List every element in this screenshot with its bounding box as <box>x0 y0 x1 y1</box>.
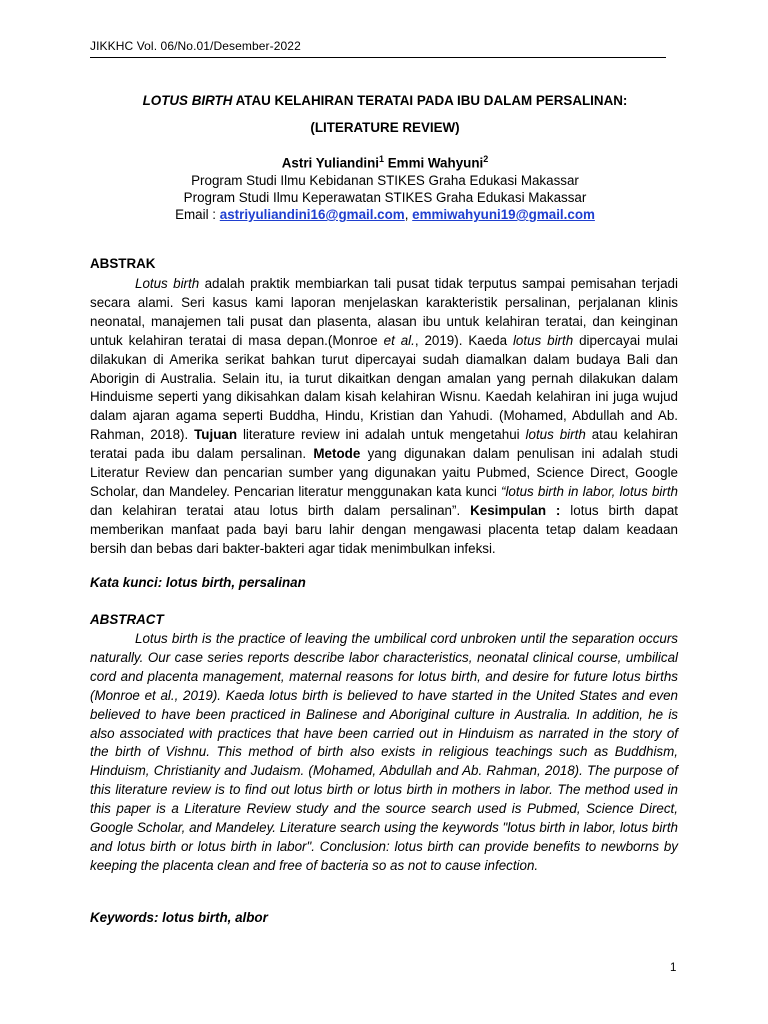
abstrak-etal: et al. <box>383 332 415 348</box>
keywords: Keywords: lotus birth, albor <box>90 910 268 925</box>
abstract-heading: ABSTRACT <box>90 612 164 627</box>
author-2: Emmi Wahyuni <box>384 155 484 171</box>
abstrak-heading: ABSTRAK <box>90 256 156 271</box>
abstrak-text-7: dan kelahiran teratai atau lotus birth dalam persalinan”. <box>90 502 471 518</box>
abstrak-metode: Metode <box>313 446 361 462</box>
abstrak-tujuan: Tujuan <box>194 427 238 443</box>
abstrak-text-8: lotus birth dapat memberikan manfaat pada bayi baru lahir dengan mengawasi placenta tetap dalam keadaan bersih dan bebas dari bakter-bakteri agar tidak menimbulkan infeksi. <box>90 502 678 556</box>
abstrak-text-6: yang digunakan dalam penulisan ini adalah studi Literatur Review dan pencarian sumber yang digunakan yaitu Pubmed, Science Direct, Google Scholar, dan Mandeley. Pencarian literatur menggunakan kata kunci <box>90 446 678 499</box>
abstrak-keyword-quote: “lotus birth in labor, lotus birth <box>501 483 678 499</box>
page-number: 1 <box>670 962 677 974</box>
email-separator: , <box>404 207 413 222</box>
abstrak-lotus-3: lotus birth <box>525 427 586 443</box>
abstrak-lotus-2: lotus birth <box>512 332 574 348</box>
kata-kunci: Kata kunci: lotus birth, persalinan <box>90 575 306 590</box>
author-2-sup: 2 <box>483 154 489 164</box>
email-label: Email : <box>175 207 220 222</box>
abstrak-lotus-1: Lotus birth <box>135 276 200 291</box>
email-link-2[interactable]: emmiwahyuni19@gmail.com <box>412 207 595 222</box>
abstrak-text-3: dipercayai mulai dilakukan di Amerika serikat bahkan turut dipercayai sudah diamalkan dalam budaya Bali dan Aborigin di Australia. Selain itu, ia turut dikaitkan dengan amalan yang pernah dilakukan dalam Hinduisme seperti yang dikisahkan dalam kisah kelahiran Wisnu. Kaedah kelahiran ini juga wujud dalam ajaran agama seperti Buddha, Hindu, Kristian dan Yahudi. (Mohamed, Abdullah and Ab. Rahman, 2018). <box>90 332 679 443</box>
abstrak-paragraph <box>90 275 678 559</box>
abstrak-text-4: literature review ini adalah untuk mengetahui <box>237 427 526 443</box>
email-line <box>90 207 680 222</box>
abstrak-kesimpulan: Kesimpulan : <box>470 502 561 518</box>
author-1: Astri Yuliandini <box>281 155 379 171</box>
abstrak-text-5: atau kelahiran teratai pada ibu dalam persalinan. <box>90 427 678 462</box>
affiliation-1: Program Studi Ilmu Kebidanan STIKES Graha Edukasi Makassar <box>191 173 579 188</box>
abstract-paragraph: Lotus birth is the practice of leaving the umbilical cord unbroken until the separation occurs naturally. Our case series reports describe labor characteristics, neonatal clinical course, umbilical cord and placenta management, maternal reasons for lotus birth, and desire for future lotus births (Monroe et al., 2019). Kaeda lotus birth is believed to have started in the United States and even believed to have been practiced in Balinese and Aboriginal culture in Australia. In addition, he is also associated with practices that have been carried out in Hinduism as narrated in the story of the birth of Vishnu. This method of birth also exists in religious teachings such as Buddhism, Hinduism, Christianity and Judaism. (Mohamed, Abdullah and Ab. Rahman, 2018). The purpose of this literature review is to find out lotus birth or lotus birth in mothers in labor. The method used in this paper is a Literature Review study and the source search used is Pubmed, Science Direct, Google Scholar, and Mandeley. Literature search using the keywords "lotus birth in labor, lotus birth and lotus birth or lotus birth in labor". Conclusion: lotus birth can provide benefits to newborns by keeping the placenta clean and free of bacteria so as not to cause infection. <box>90 631 678 873</box>
title-italic: LOTUS BIRTH <box>142 93 233 108</box>
author-1-sup: 1 <box>379 154 385 164</box>
abstrak-text-2: , 2019). Kaeda <box>414 332 513 348</box>
paper-title <box>90 93 680 108</box>
journal-header: JIKKHC Vol. 06/No.01/Desember-2022 <box>90 39 301 53</box>
authors <box>90 154 680 170</box>
header-rule <box>90 57 666 58</box>
affiliation-2: Program Studi Ilmu Keperawatan STIKES Graha Edukasi Makassar <box>183 190 587 205</box>
email-link-1[interactable]: astriyuliandini16@gmail.com <box>219 207 405 222</box>
title-rest: ATAU KELAHIRAN TERATAI PADA IBU DALAM PERSALINAN: <box>232 93 628 108</box>
abstrak-text-1: adalah praktik membiarkan tali pusat tidak terputus sampai pemisahan terjadi secara alami. Seri kasus kami laporan menjelaskan karakteristik persalinan, perjalanan klinis neonatal, manajemen tali pusat dan plasenta, alasan ibu untuk kelahiran teratai, dan keinginan untuk kelahiran teratai di masa depan.(Monroe <box>90 276 678 348</box>
paper-subtitle: (LITERATURE REVIEW) <box>310 120 460 135</box>
